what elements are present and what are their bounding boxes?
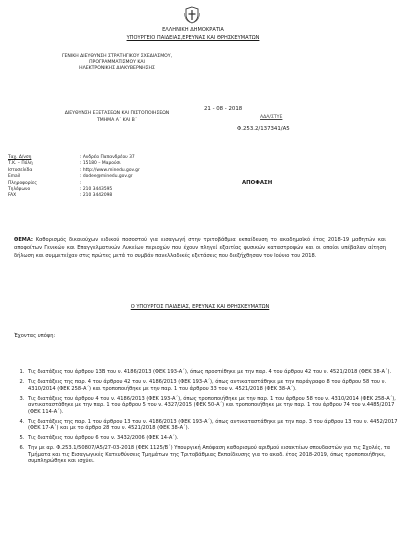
list-item: 2. Τις διατάξεις της παρ. 4 του άρθρου 42 του ν. 4186/2013 (ΦΕΚ 193-Α΄), όπως αντικαταστάθηκε με την παράγραφο 8 του άρθρου 58 του ν. 4310/2014 (ΦΕΚ 258-Α΄) και τροποποιήθηκε με την παρ. 1 του άρθρου 33 του ν. 4521/2018 (ΦΕΚ 38-Α΄). [26,379,398,392]
subject-text: Καθορισμός δικαιούχων ειδικού ποσοστού για εισαγωγή στην τριτοβάθμια εκπαίδευση το ακαδημαϊκό έτος 2018-19 μαθητών και αποφοίτων Γενικών και Επαγγελματικών Λυκείων περιοχών που έχουν πληγεί εξαιτίας φυσικών καταστροφών και οι οποίοι υπέβαλαν αίτηση δήλωση και συμμετείχαν στις πρώτες μετά το συμβάν πανελλαδικές εξετάσεις που διεξήχθησαν τον Ιούνιο του 2018. [14,237,386,259]
contact-row: Πληροφορίες : [8,180,82,186]
list-item: 6. Την με αρ. Φ.253.1/50807/Α5/27-03-2018 (ΦΕΚ 1125/Β΄) Υπουργική Απόφαση καθορισμού αριθμού εισακτέων σπουδαστών για τις Σχολές, τα Τμήματα και τις Εισαγωγικές Κατευθύνσεις Τμημάτων της Τριτοβάθμιας Εκπαίδευσης για το ακαδ. έτος 2018-2019, όπως τροποποιήθηκε, συμπληρώθηκε και ισχύει. [26,445,398,465]
subject-label: ΘΕΜΑ: [14,237,33,243]
authority-heading: Ο ΥΠΟΥΡΓΟΣ ΠΑΙΔΕΙΑΣ, ΕΡΕΥΝΑΣ ΚΑΙ ΘΡΗΣΚΕΥΜΑΤΩΝ [130,304,270,310]
directorate-general [44,54,190,73]
directorate-general-line: ΓΕΝΙΚΗ ΔΙΕΥΘΥΝΣΗ ΣΤΡΑΤΗΓΙΚΟΥ ΣΧΕΔΙΑΣΜΟΥ, [61,54,173,59]
directorate-name: ΔΙΕΥΘΥΝΣΗ ΕΞΕΤΑΣΕΩΝ ΚΑΙ ΠΙΣΤΟΠΟΙΗΣΕΩΝ [64,111,170,116]
department-name: ΤΜΗΜΑ Α΄ ΚΑΙ Β΄ [96,118,138,123]
list-item: 1. Τις διατάξεις του άρθρου 13Β του ν. 4186/2013 (ΦΕΚ 193-Α΄), όπως προστέθηκε με την παρ. 4 του άρθρου 42 του ν. 4521/2018 (ΦΕΚ 38-Α΄). [26,369,398,376]
contact-row: FAX : 210 3442098 [8,193,113,199]
contact-row: Τ.Κ. – Πόλη : 15180 – Μαρούσι [8,161,121,167]
contact-row: Email : dodee@minedu.gov.gr [8,174,133,180]
contact-info [8,155,158,200]
date-note: ΑΔΑ/ΣΤΥΕ [260,115,283,120]
list-item: 3. Τις διατάξεις του άρθρου 4 του ν. 4186/2013 (ΦΕΚ 193-Α΄), όπως τροποποιήθηκε με την παρ. 1 του άρθρου 58 του ν. 4310/2014 (ΦΕΚ 258-Α΄), αντικαταστάθηκε με την παρ. 1 του άρθρου 5 του ν. 4327/2015 (ΦΕΚ 50-Α΄) και τροποποιήθηκε με την παρ. 1 του άρθρου 74 του ν.4485/2017 (ΦΕΚ 114-Α΄). [26,396,398,416]
subject-paragraph [14,236,386,260]
contact-row: Ιστοσελίδα : http://www.minedu.gov.gr [8,167,140,173]
list-item: 5. Τις διατάξεις του άρθρου 6 του ν. 3432/2006 (ΦΕΚ 14-Α΄). [26,435,398,442]
country-name: ΕΛΛΗΝΙΚΗ ΔΗΜΟΚΡΑΤΙΑ [162,27,224,33]
directorate-general-line: ΠΡΟΓΡΑΜΜΑΤΙΣΜΟΥ ΚΑΙ [89,60,145,66]
coat-of-arms-emblem [183,6,201,24]
directorate-general-line: ΗΛΕΚΤΡΟΝΙΚΗΣ ΔΙΑΚΥΒΕΡΝΗΣΗΣ [79,66,155,72]
considering-label: Έχοντας υπόψη: [14,333,56,339]
decision-label: ΑΠΟΦΑΣΗ [242,180,273,186]
list-item: 4. Τις διατάξεις της παρ. 1 του άρθρου 13 του ν. 4186/2013 (ΦΕΚ 193-Α΄), όπως αντικαταστάθηκε με την παρ. 3 του άρθρου 13 του ν. 4452/2017 (ΦΕΚ 17-Α΄) και με το άρθρο 28 του ν. 4521/2018 (ΦΕΚ 38-Α΄). [26,419,398,432]
contact-row: Τηλέφωνο : 210 3443595 [8,186,113,192]
protocol-number: Φ.253.2/137341/Α5 [237,126,290,132]
document-date: 21 - 08 - 2018 [204,106,243,112]
ministry-name: ΥΠΟΥΡΓΕΙΟ ΠΑΙΔΕΙΑΣ,ΕΡΕΥΝΑΣ ΚΑΙ ΘΡΗΣΚΕΥΜΑΤΩΝ [126,35,260,41]
considerations-list [14,369,398,469]
contact-row: Ταχ. Δ/νση : Ανδρέα Παπανδρέου 37 [8,155,135,160]
